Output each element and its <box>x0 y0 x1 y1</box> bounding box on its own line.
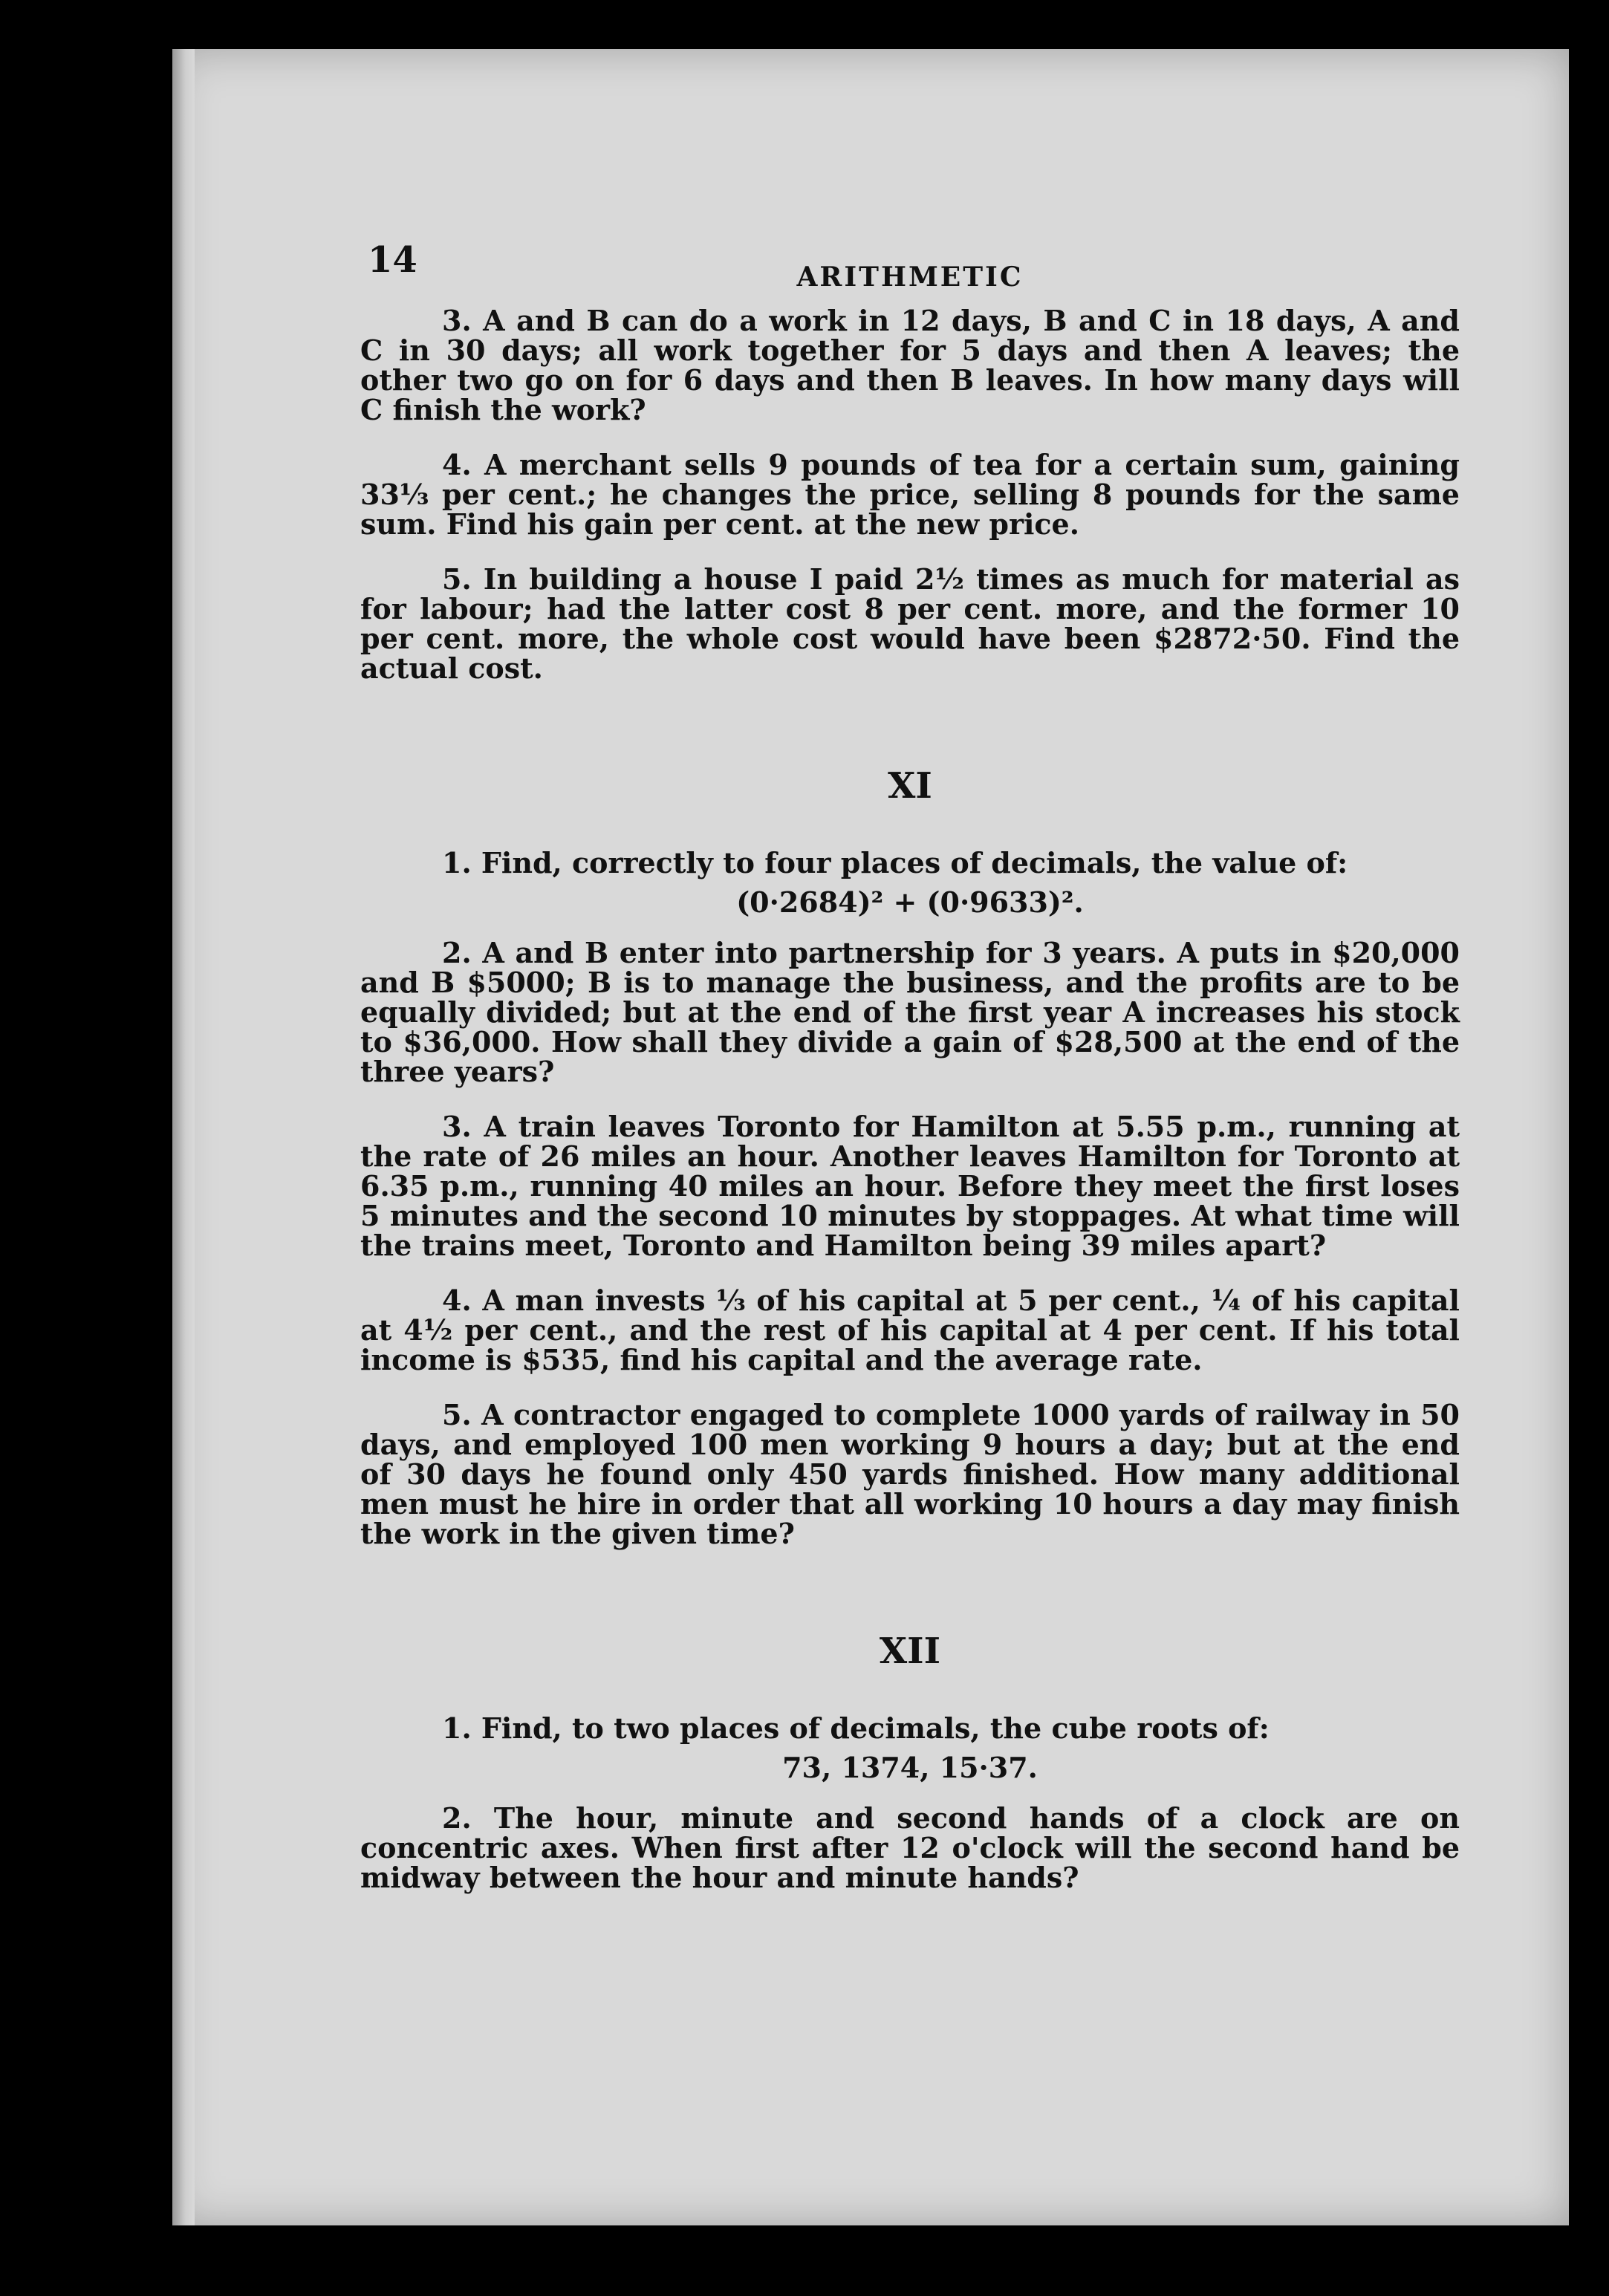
page-binding-edge <box>172 49 195 2225</box>
xi-problem-4: 4. A man invests ⅓ of his capital at 5 per cent., ¼ of his capital at 4½ per cent., and the rest of his capital at 4 per cent. If his total income is $535, find his capital and the average rate. <box>360 1284 1460 1376</box>
xii-problem-1: 1. Find, to two places of decimals, the cube roots of: <box>442 1711 1270 1745</box>
problem-4: 4. A merchant sells 9 pounds of tea for a certain sum, gaining 33⅓ per cent.; he changes the price, selling 8 pounds for the same sum. Find his gain per cent. at the new price. <box>360 448 1460 541</box>
xi-problem-3: 3. A train leaves Toronto for Hamilton at 5.55 p.m., running at the rate of 26 miles an hour. Another leaves Hamilton for Toronto at 6.35 p.m., running 40 miles an hour. Before they meet the first loses 5 minutes and the second 10 minutes by stoppages. At what time will the trains meet, Toronto and Hamilton being 39 miles apart? <box>360 1110 1460 1262</box>
xii-problem-2: 2. The hour, minute and second hands of a clock are on concentric axes. When first after 12 o'clock will the second hand be midway between the hour and minute hands? <box>360 1801 1460 1894</box>
running-head: ARITHMETIC <box>796 261 1024 293</box>
section-heading-xi: XI <box>888 765 932 807</box>
page-content <box>360 238 1460 1918</box>
page-number: 14 <box>368 239 417 281</box>
problem-3: 3. A and B can do a work in 12 days, B and C in 18 days, A and C in 30 days; all work together for 5 days and then A leaves; the other two go on for 6 days and then B leaves. In how many days will C finish the work? <box>360 304 1460 426</box>
xii-problem-1-formula: 73, 1374, 15·37. <box>782 1751 1038 1784</box>
xi-problem-5: 5. A contractor engaged to complete 1000 yards of railway in 50 days, and employed 100 men working 9 hours a day; but at the end of 30 days he found only 450 yards finished. How many additional men must he hire in order that all working 10 hours a day may finish the work in the given time? <box>360 1398 1460 1550</box>
xi-problem-1: 1. Find, correctly to four places of decimals, the value of: <box>442 846 1348 879</box>
section-heading-xii: XII <box>879 1630 941 1672</box>
problem-5: 5. In building a house I paid 2½ times as much for material as for labour; had the latter cost 8 per cent. more, and the former 10 per cent. more, the whole cost would have been $2872·50. Find the actual cost. <box>360 562 1460 685</box>
xi-problem-2: 2. A and B enter into partnership for 3 years. A puts in $20,000 and B $5000; B is to manage the business, and the profits are to be equally divided; but at the end of the first year A increases his stock to $36,000. How shall they divide a gain of $28,500 at the end of the three years? <box>360 936 1460 1088</box>
xi-problem-1-formula: (0·2684)² + (0·9633)². <box>736 885 1084 919</box>
